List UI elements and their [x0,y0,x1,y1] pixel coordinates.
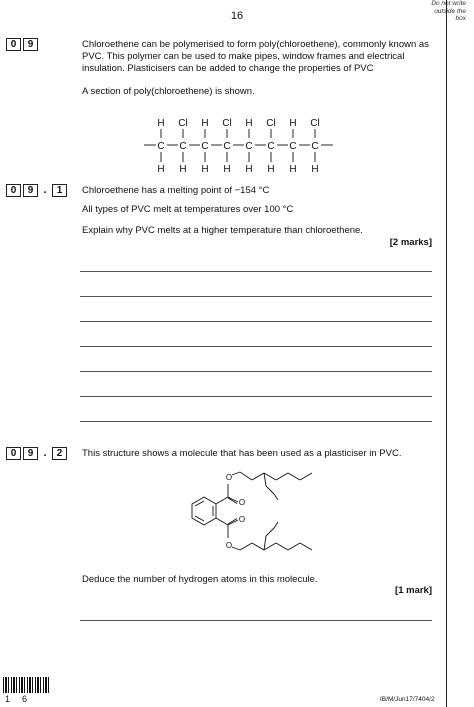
question-09-1-line-2: All types of PVC melt at temperatures over 100 °C [82,204,294,215]
question-number-09-1 [6,184,69,197]
answer-line[interactable] [80,396,432,397]
polymer-carbon: C [223,141,231,152]
polymer-top-atom: H [245,118,253,129]
polymer-carbon: C [201,141,209,152]
polymer-carbon: C [267,141,275,152]
margin-rule [446,0,447,707]
polymer-carbon: C [245,141,253,152]
oxygen-atom-label: O [238,515,246,524]
barcode [3,677,49,693]
marks-09-2: [1 mark] [395,585,432,596]
answer-line[interactable] [80,271,432,272]
question-digit: 9 [23,38,38,51]
polymer-top-atom: H [157,118,165,129]
margin-note: Do not write outside the box [431,0,466,22]
polymer-bottom-atom: H [245,164,253,175]
polymer-bottom-atom: H [179,164,187,175]
oxygen-atom-label: O [225,473,233,482]
polymer-bonds [144,129,333,162]
question-digit: 0 [6,447,21,460]
polymer-carbon: C [179,141,187,152]
question-digit: 2 [52,447,67,460]
paper-reference: IB/M/Jun17/7404/2 [380,696,435,703]
answer-line[interactable] [80,620,432,621]
polymer-carbon: C [289,141,297,152]
question-09-intro: Chloroethene can be polymerised to form poly(chloroethene), commonly known as PVC. This polymer can be used to make pipes, window frames and electrical insulation. Plasticisers can be added to change the properties of PVC [82,39,429,74]
answer-line[interactable] [80,421,432,422]
polymer-bottom-atom: H [289,164,297,175]
question-09-section-line: A section of poly(chloroethene) is shown. [82,86,255,97]
answer-line[interactable] [80,346,432,347]
plasticiser-structure [180,464,350,562]
question-09-1-line-1: Chloroethene has a melting point of −154 °C [82,185,270,196]
polymer-carbon: C [157,141,165,152]
question-separator: . [43,184,47,196]
polymer-carbon: C [311,141,319,152]
polymer-top-atom: Cl [310,118,320,129]
answer-line[interactable] [80,321,432,322]
question-09-2-line-1: This structure shows a molecule that has been used as a plasticiser in PVC. [82,448,402,459]
polymer-top-atom: Cl [266,118,276,129]
page-number: 16 [230,10,244,22]
question-digit: 0 [6,38,21,51]
question-digit: 9 [23,184,38,197]
question-digit: 9 [23,447,38,460]
polymer-top-atom: H [289,118,297,129]
polymer-bottom-atom: H [157,164,165,175]
oxygen-atom-label: O [225,541,233,550]
question-09-1-line-3: Explain why PVC melts at a higher temperature than chloroethene. [82,225,363,236]
polymer-top-atom: Cl [178,118,188,129]
barcode-digits: 16 [5,694,40,704]
polymer-top-atom: Cl [222,118,232,129]
question-09-2-line-2: Deduce the number of hydrogen atoms in this molecule. [82,574,318,585]
oxygen-atom-label: O [238,498,246,507]
marks-09-1: [2 marks] [389,237,432,248]
question-number-09-2 [6,447,69,460]
answer-line[interactable] [80,371,432,372]
polymer-bottom-atom: H [201,164,209,175]
question-number-09 [6,38,40,51]
polymer-bottom-atom: H [223,164,231,175]
question-digit: 1 [52,184,67,197]
question-digit: 0 [6,184,21,197]
question-separator: . [43,447,47,459]
polymer-structure [140,112,350,178]
polymer-top-atom: H [201,118,209,129]
polymer-bottom-atom: H [267,164,275,175]
answer-line[interactable] [80,296,432,297]
polymer-bottom-atom: H [311,164,319,175]
